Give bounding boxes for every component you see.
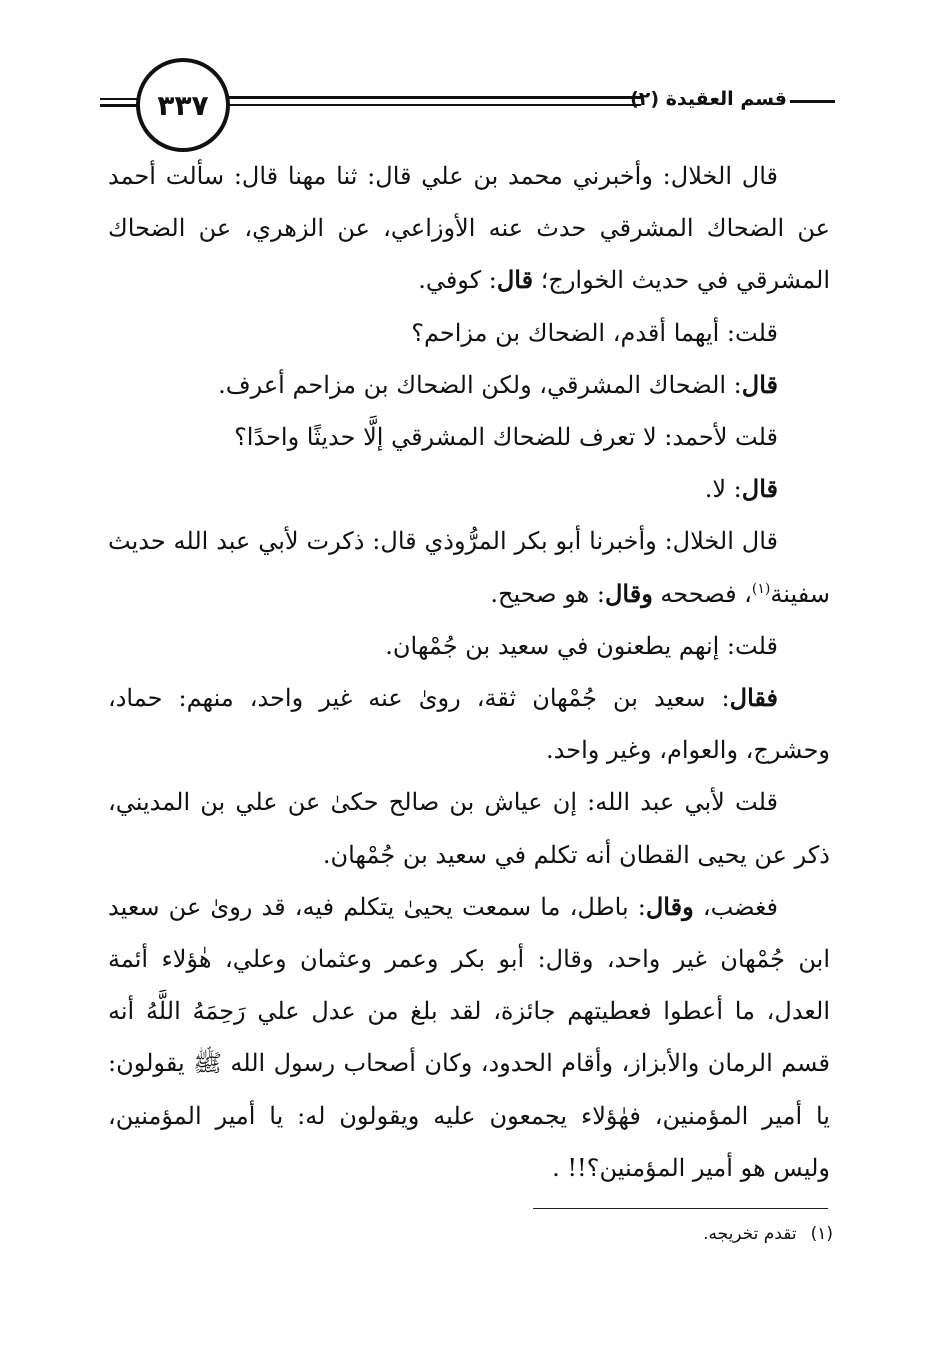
paragraph-10-keyword: وقال	[645, 891, 694, 921]
paragraph-2-text: قلت: أيهما أقدم، الضحاك بن مزاحم؟	[411, 318, 778, 347]
paragraph-10-text: : باطل، ما سمعت يحيىٰ يتكلم فيه، قد روىٰ عن سعيد ابن جُمْهان غير واحد، وقال: أبو بكر وعمر وعثمان وعلي، هٰؤلاء أئمة العدل، ما أعطوا فعطيتهم جائزة، لقد بلغ من عدل علي رَحِمَهُ اللَّهُ أنه قسم الرمان والأبزاز، وأقام الحدود، وكان أصحاب رسول الله ﷺ يقولون: يا أمير المؤمنين، فهٰؤلاء يجمعون عليه ويقولون له: يا أمير المؤمنين، وليس هو أمير المؤمنين؟!! .	[108, 892, 830, 1182]
paragraph-3	[108, 359, 830, 411]
paragraph-3-keyword: قال	[741, 369, 778, 399]
paragraph-10	[108, 881, 830, 1194]
paragraph-8-text: : سعيد بن جُمْهان ثقة، روىٰ عنه غير واحد، منهم: حماد، وحشرج، والعوام، وغير واحد.	[108, 684, 830, 765]
paragraph-5	[108, 463, 830, 515]
header-rule-main-top	[226, 96, 641, 99]
paragraph-7	[108, 620, 830, 672]
paragraph-4-text: قلت لأحمد: لا تعرف للضحاك المشرقي إلَّا حديثًا واحدًا؟	[234, 423, 778, 452]
paragraph-1-text: قال الخلال: وأخبرني محمد بن علي قال: ثنا مهنا قال: سألت أحمد عن الضحاك المشرقي حدث عنه الأوزاعي، عن الزهري، عن الضحاك المشرقي في حديث الخوارج؛	[108, 162, 830, 295]
paragraph-6-mid: ، فصححه	[652, 579, 752, 608]
paragraph-7-text: قلت: إنهم يطعنون في سعيد بن جُمْهان.	[385, 631, 778, 660]
paragraph-8	[108, 672, 830, 776]
paragraph-3-text: : الضحاك المشرقي، ولكن الضحاك بن مزاحم أعرف.	[218, 370, 742, 399]
footnote-text: تقدم تخريجه.	[703, 1224, 797, 1244]
paragraph-9	[108, 776, 830, 880]
header-rule-left-top	[100, 98, 140, 100]
page-number-circle	[136, 58, 230, 152]
paragraph-8-keyword: فقال	[729, 683, 778, 713]
paragraph-2	[108, 307, 830, 359]
paragraph-1-tail: : كوفي.	[418, 266, 497, 295]
paragraph-6-text: قال الخلال: وأخبرنا أبو بكر المرُّوذي قال: ذكرت لأبي عبد الله حديث سفينة	[108, 527, 830, 608]
paragraph-6-keyword: وقال	[604, 578, 653, 608]
footnote-number: (١)	[810, 1224, 833, 1244]
footnote-reference[interactable]: (١)	[751, 580, 771, 597]
header-rule-right	[790, 100, 835, 103]
paragraph-10-pre: فغضب،	[693, 892, 778, 921]
paragraph-4	[108, 411, 830, 463]
paragraph-1-keyword: قال	[496, 265, 534, 295]
paragraph-5-keyword: قال	[741, 474, 778, 504]
main-text	[108, 150, 830, 1194]
paragraph-6-tail: : هو صحيح.	[490, 579, 605, 608]
section-title: قسم العقيدة (٢)	[630, 88, 787, 110]
page-header	[100, 58, 835, 154]
header-rule-left-bottom	[100, 104, 140, 107]
header-rule-main-bottom	[226, 104, 641, 106]
paragraph-5-text: : لا.	[704, 475, 742, 504]
paragraph-9-text: قلت لأبي عبد الله: إن عياش بن صالح حكىٰ عن علي بن المديني، ذكر عن يحيى القطان أنه تكلم في سعيد بن جُمْهان.	[108, 788, 830, 869]
page-number: ٣٣٧	[157, 88, 209, 122]
footnote	[703, 1224, 833, 1244]
paragraph-1	[108, 150, 830, 307]
footnote-divider	[533, 1208, 828, 1209]
paragraph-6	[108, 515, 830, 619]
